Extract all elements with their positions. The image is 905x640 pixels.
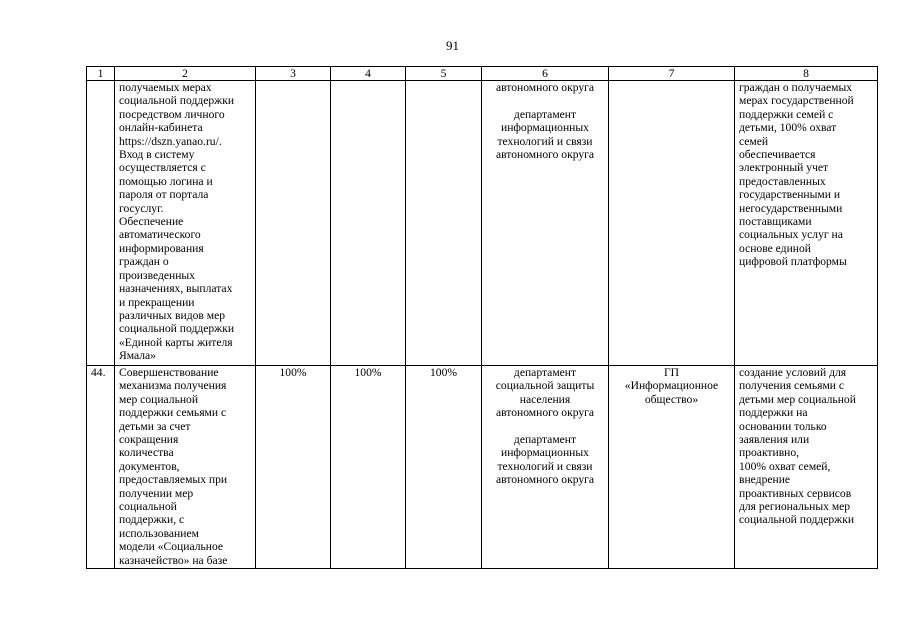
responsible-cell: департамент социальной защиты населения автономного округа департамент информационных технологий и связи автономного округа <box>482 366 609 569</box>
table-row <box>87 81 878 366</box>
row-number-cell <box>87 81 115 366</box>
column-header: 1 <box>87 67 115 81</box>
column-header: 8 <box>735 67 878 81</box>
result-cell: граждан о получаемых мерах государственной поддержки семей с детьми, 100% охват семей обеспечивается электронный учет предоставленных государственными и негосударственными поставщиками социальных услуг на основе единой цифровой платформы <box>735 81 878 366</box>
responsible-cell: автономного округа департамент информационных технологий и связи автономного округа <box>482 81 609 366</box>
result-cell: создание условий для получения семьями с детьми мер социальной поддержки на основании только заявления или проактивно, 100% охват семей, внедрение проактивных сервисов для региональных мер социальной поддержки <box>735 366 878 569</box>
value-cell <box>256 81 331 366</box>
value-cell <box>406 81 482 366</box>
page-number: 91 <box>446 38 459 53</box>
value-cell <box>331 81 406 366</box>
table-row <box>87 366 878 569</box>
header-row <box>87 67 878 81</box>
program-cell <box>609 81 735 366</box>
measure-cell: получаемых мерах социальной поддержки посредством личного онлайн-кабинета https://dszn.yanao.ru/. Вход в систему осуществляется с помощью логина и пароля от портала госуслуг. Обеспечение автоматического информирования граждан о произведенных назначениях, выплатах и прекращении различных видов мер социальной поддержки «Единой карты жителя Ямала» <box>115 81 256 366</box>
column-header: 5 <box>406 67 482 81</box>
column-header: 7 <box>609 67 735 81</box>
value-cell: 100% <box>406 366 482 569</box>
value-cell: 100% <box>331 366 406 569</box>
column-header: 3 <box>256 67 331 81</box>
plan-table <box>86 66 878 569</box>
value-cell: 100% <box>256 366 331 569</box>
row-number-cell: 44. <box>87 366 115 569</box>
column-header: 6 <box>482 67 609 81</box>
measure-cell: Совершенствование механизма получения мер социальной поддержки семьями с детьми за счет сокращения количества документов, предоставляемых при получении мер социальной поддержки, с использованием модели «Социальное казначейство» на базе <box>115 366 256 569</box>
column-header: 2 <box>115 67 256 81</box>
program-cell: ГП «Информационное общество» <box>609 366 735 569</box>
column-header: 4 <box>331 67 406 81</box>
